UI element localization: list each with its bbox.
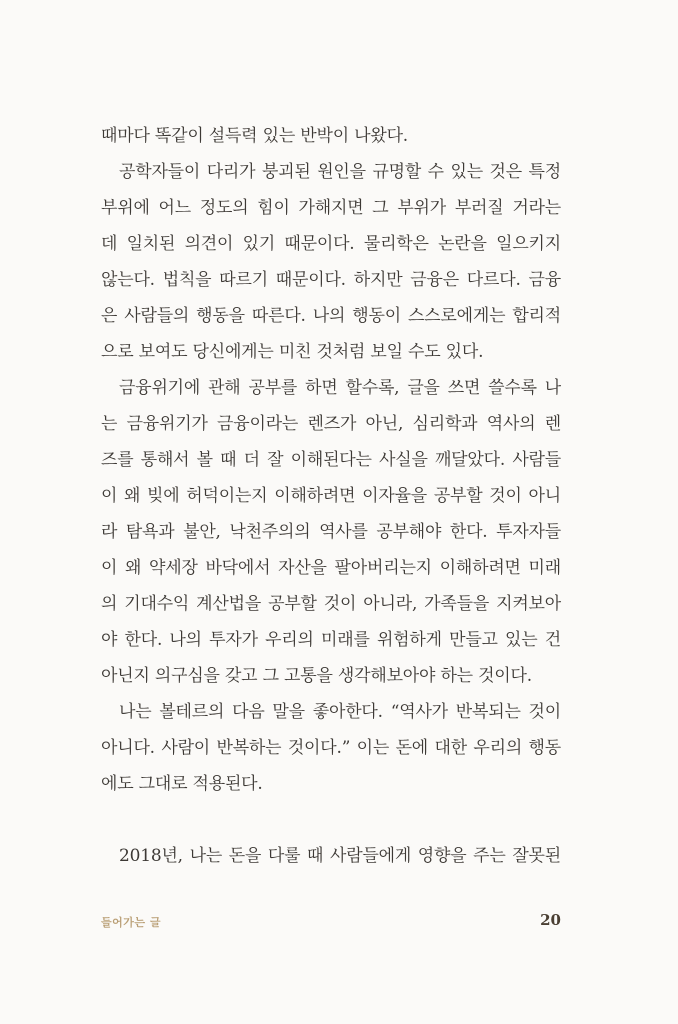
text-line: 아닌지 의구심을 갖고 그 고통을 생각해보아야 하는 것이다. bbox=[101, 666, 532, 686]
text-line: 때마다 똑같이 설득력 있는 반박이 나왔다. bbox=[101, 126, 408, 146]
text-line: 금융위기에 관해 공부를 하면 할수록, 글을 쓰면 쓸수록 나 bbox=[119, 378, 561, 398]
text-line: 라 탐욕과 불안, 낙천주의의 역사를 공부해야 한다. 투자자들 bbox=[101, 522, 561, 542]
text-line: 나는 볼테르의 다음 말을 좋아한다. “역사가 반복되는 것이 bbox=[119, 702, 561, 722]
running-footer-title: 들어가는 글 bbox=[101, 916, 161, 929]
text-line: 공학자들이 다리가 붕괴된 원인을 규명할 수 있는 것은 특정 bbox=[119, 162, 561, 182]
text-line: 아니다. 사람이 반복하는 것이다.” 이는 돈에 대한 우리의 행동 bbox=[101, 738, 561, 758]
text-line: 은 사람들의 행동을 따른다. 나의 행동이 스스로에게는 합리적 bbox=[101, 306, 561, 326]
text-line: 의 기대수익 계산법을 공부할 것이 아니라, 가족들을 지켜보아 bbox=[101, 594, 561, 614]
text-line: 이 왜 빚에 허덕이는지 이해하려면 이자율을 공부할 것이 아니 bbox=[101, 486, 561, 506]
text-line: 즈를 통해서 볼 때 더 잘 이해된다는 사실을 깨달았다. 사람들 bbox=[101, 450, 561, 470]
text-line: 부위에 어느 정도의 힘이 가해지면 그 부위가 부러질 거라는 bbox=[101, 198, 561, 218]
text-line: 이 왜 약세장 바닥에서 자산을 팔아버리는지 이해하려면 미래 bbox=[101, 558, 561, 578]
text-line: 에도 그대로 적용된다. bbox=[101, 774, 263, 794]
text-line: 않는다. 법칙을 따르기 때문이다. 하지만 금융은 다르다. 금융 bbox=[101, 270, 561, 290]
text-line: 으로 보여도 당신에게는 미친 것처럼 보일 수도 있다. bbox=[101, 342, 484, 362]
text-line: 는 금융위기가 금융이라는 렌즈가 아닌, 심리학과 역사의 렌 bbox=[101, 414, 561, 434]
text-line: 데 일치된 의견이 있기 때문이다. 물리학은 논란을 일으키지 bbox=[101, 234, 561, 254]
page-number: 20 bbox=[540, 911, 561, 929]
text-line: 야 한다. 나의 투자가 우리의 미래를 위험하게 만들고 있는 건 bbox=[101, 630, 561, 650]
text-line: 2018년, 나는 돈을 다룰 때 사람들에게 영향을 주는 잘못된 bbox=[119, 846, 561, 866]
